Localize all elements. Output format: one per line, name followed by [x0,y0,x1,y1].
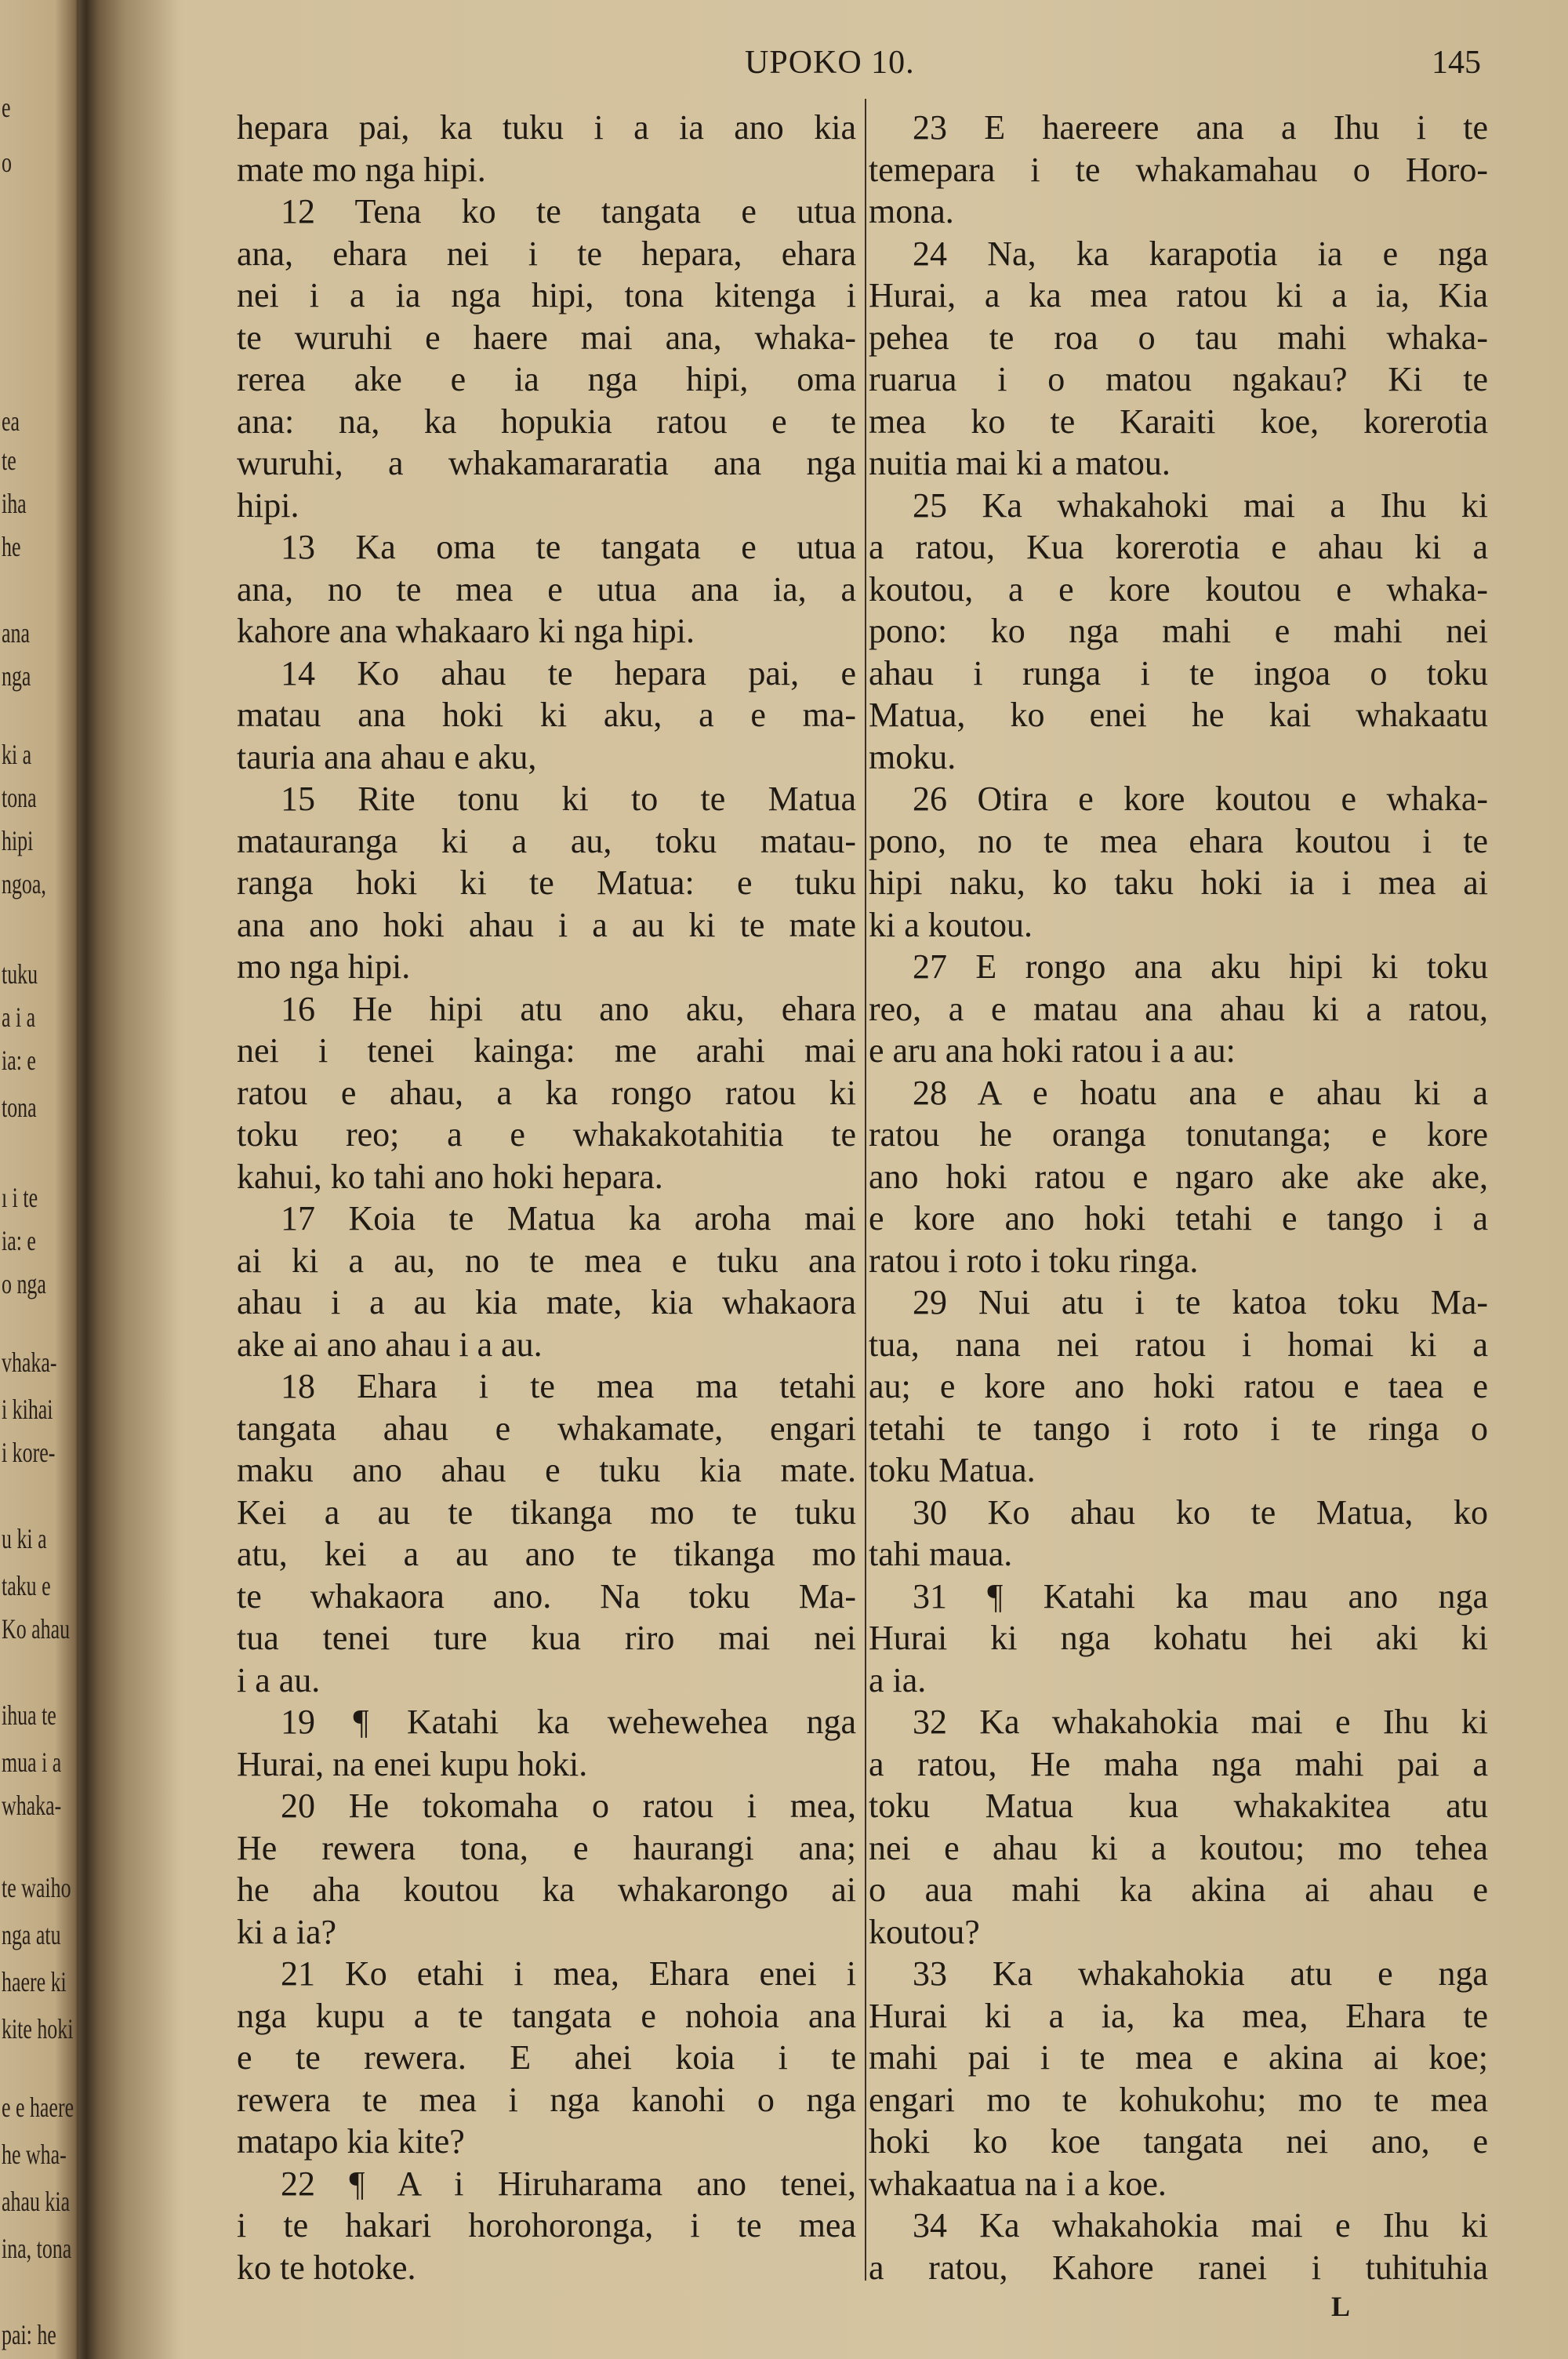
text-line: rewera te mea i nga kanohi o nga [237,2080,856,2119]
text-line: ki a ia? [237,1912,337,1951]
adjacent-page-fragment: u ki a [2,1523,47,1554]
adjacent-page-fragment: ia: e [2,1045,36,1076]
text-line: mahi pai i te mea e akina ai koe; [869,2038,1488,2077]
text-line: a ratou, Kahore ranei i tuhituhia [869,2248,1488,2287]
text-line: a ratou, He maha nga mahi pai a [869,1744,1488,1783]
text-line: Hurai ki nga kohatu hei aki ki [869,1619,1488,1657]
text-line: ki a koutou. [869,905,1033,944]
text-line: Kei a au te tikanga mo te tuku [237,1492,856,1532]
right-column [869,107,1488,2288]
text-line: nga kupu a te tangata e nohoia ana [237,1996,856,2035]
adjacent-page-fragment: ngoa, [2,868,46,900]
text-line: wuruhi, a whakamararatia ana nga [237,444,856,482]
text-line: koutou? [869,1912,980,1951]
text-line: 13 Ka oma te tangata e utua [281,528,856,566]
text-line: o aua mahi ka akina ai ahau e [869,1870,1488,1909]
text-line: 23 E haereere ana a Ihu i te [913,108,1488,147]
adjacent-page-fragment: i kore- [2,1437,56,1468]
text-line: ratou he oranga tonutanga; e kore [869,1115,1488,1154]
adjacent-page-fragment: te waiho [2,1872,71,1903]
text-line: 24 Na, ka karapotia ia e nga [913,234,1488,273]
text-line: ana, ehara nei i te hepara, ehara [237,234,856,273]
adjacent-page-fragment: a i a [2,1001,36,1033]
text-line: e aru ana hoki ratou i a au: [869,1031,1236,1070]
adjacent-page-fragment: o nga [2,1268,46,1299]
column-divider [865,99,866,2281]
text-line: e te rewera. E ahei koia i te [237,2038,856,2077]
text-line: ratou i roto i toku ringa. [869,1241,1199,1280]
text-line: engari mo te kohukohu; mo te mea [869,2080,1488,2119]
text-line: rerea ake e ia nga hipi, oma [237,360,856,398]
adjacent-page-fragment: tona [2,1092,37,1123]
text-line: hoki ko koe tangata nei ano, e [869,2122,1488,2161]
text-line: ana: na, ka hopukia ratou e te [237,402,856,441]
adjacent-page-fragment: vhaka- [2,1347,57,1378]
text-line: 16 He hipi atu ano aku, ehara [281,989,856,1028]
text-line: 32 Ka whakahokia mai e Ihu ki [913,1703,1488,1741]
text-line: Hurai, a ka mea ratou ki a ia, Kia [869,276,1488,314]
text-line: 18 Ehara i te mea ma tetahi [281,1367,856,1405]
text-line: 34 Ka whakahokia mai e Ihu ki [913,2206,1488,2245]
adjacent-page-fragment: mua i a [2,1747,62,1778]
text-line: matapo kia kite? [237,2122,465,2161]
text-line: a ratou, Kua korerotia e ahau ki a [869,528,1488,566]
adjacent-page-fragment: e e haere [2,2092,74,2123]
adjacent-page-fragment: te [2,445,16,476]
adjacent-page-fragment: tona [2,782,37,813]
text-line: ano hoki ratou e ngaro ake ake ake, [869,1157,1488,1196]
text-line: 28 A e hoatu ana e ahau ki a [913,1073,1488,1112]
text-line: pehea te roa o tau mahi whaka- [869,318,1488,357]
text-line: nei i a ia nga hipi, tona kitenga i [237,276,856,314]
text-line: mea ko te Karaiti koe, korerotia [869,402,1488,441]
text-line: nei e ahau ki a koutou; mo tehea [869,1828,1488,1867]
text-line: he aha koutou ka whakarongo ai [237,1870,856,1909]
adjacent-page-fragment: iha [2,488,27,519]
text-line: koutou, a e kore koutou e whaka- [869,569,1488,609]
text-line: whakaatua na i a koe. [869,2164,1167,2203]
adjacent-page-fragment: nga atu [2,1919,61,1950]
text-line: toku Matua kua whakakitea atu [869,1787,1488,1825]
text-line: He rewera tona, e haurangi ana; [237,1828,856,1867]
text-line: 20 He tokomaha o ratou i mea, [281,1787,856,1825]
text-line: 22 ¶ A i Hiruharama ano tenei, [281,2164,856,2203]
text-line: 30 Ko ahau ko te Matua, ko [913,1492,1488,1532]
text-line: 33 Ka whakahokia atu e nga [913,1954,1488,1993]
text-line: ko te hotoke. [237,2248,416,2287]
book-spine-shadow [78,0,180,2359]
text-line: temepara i te whakamahau o Horo- [869,150,1488,189]
adjacent-page-fragment: ia: e [2,1225,36,1256]
text-line: mona. [869,192,954,231]
text-line: Matua, ko enei he kai whakaatu [869,696,1488,734]
text-line: pono, no te mea ehara koutou i te [869,821,1488,860]
signature-mark: L [1331,2291,1351,2322]
text-line: 31 ¶ Katahi ka mau ano nga [913,1576,1488,1616]
text-line: tauria ana ahau e aku, [237,737,537,776]
adjacent-page-fragment: he wha- [2,2139,67,2170]
text-line: hepara pai, ka tuku i a ia ano kia [237,108,856,147]
adjacent-page-fragment: ihua te [2,1699,56,1731]
text-line: matauranga ki a au, toku matau- [237,821,856,860]
adjacent-page-fragment: ana [2,617,30,649]
text-line: 12 Tena ko te tangata e utua [281,192,856,231]
adjacent-page-fragment: ina, tona [2,2233,72,2264]
adjacent-page-edge [0,0,78,2359]
adjacent-page-fragment: he [2,531,21,562]
text-line: a ia. [869,1660,927,1699]
text-line: ruarua i o matou ngakau? Ki te [869,360,1488,398]
text-line: atu, kei a au ano te tikanga mo [237,1535,856,1573]
text-line: 26 Otira e kore koutou e whaka- [913,780,1488,818]
adjacent-page-fragment: whaka- [2,1790,62,1821]
adjacent-page-fragment: ı i te [2,1182,38,1213]
text-line: hipi naku, ko taku hoki ia i mea ai [869,863,1488,902]
text-line: tua tenei ture kua riro mai nei [237,1619,856,1657]
text-line: ranga hoki ki te Matua: e tuku [237,863,856,902]
text-line: ahau i a au kia mate, kia whakaora [237,1283,856,1321]
text-line: mate mo nga hipi. [237,150,486,189]
adjacent-page-fragment: e [2,92,11,123]
adjacent-page-fragment: ahau kia [2,2186,71,2217]
adjacent-page-fragment: ea [2,405,20,437]
text-line: 14 Ko ahau te hepara pai, e [281,653,856,692]
adjacent-page-fragment: ki a [2,739,32,770]
text-line: kahui, ko tahi ano hoki hepara. [237,1157,663,1196]
text-line: hipi. [237,485,299,525]
text-line: toku reo; a e whakakotahitia te [237,1115,856,1154]
text-line: ahau i runga i te ingoa o toku [869,653,1488,692]
text-line: ake ai ano ahau i a au. [237,1325,543,1364]
text-line: tangata ahau e whakamate, engari [237,1408,856,1448]
adjacent-page-fragment: kite hoki [2,2013,74,2045]
adjacent-page-fragment: taku e [2,1570,51,1601]
text-line: i te hakari horohoronga, i te mea [237,2206,856,2245]
text-line: tetahi te tango i roto i te ringa o [869,1408,1488,1448]
text-line: Hurai, na enei kupu hoki. [237,1744,588,1783]
text-line: 29 Nui atu i te katoa toku Ma- [913,1283,1488,1321]
left-column [237,107,856,2288]
text-line: nei i tenei kainga: me arahi mai [237,1031,856,1070]
text-line: nuitia mai ki a matou. [869,444,1171,482]
text-line: 15 Rite tonu ki to te Matua [281,780,856,818]
text-line: ratou e ahau, a ka rongo ratou ki [237,1073,856,1112]
adjacent-page-fragment: pai: he [2,2319,56,2350]
text-line: i a au. [237,1660,321,1699]
text-line: te wuruhi e haere mai ana, whaka- [237,318,856,357]
text-line: tua, nana nei ratou i homai ki a [869,1325,1488,1364]
text-line: ai ki a au, no te mea e tuku ana [237,1241,856,1280]
text-line: moku. [869,737,956,776]
text-line: pono: ko nga mahi e mahi nei [869,612,1488,650]
adjacent-page-fragment: tuku [2,958,38,990]
text-line: te whakaora ano. Na toku Ma- [237,1576,856,1616]
text-line: 21 Ko etahi i mea, Ehara enei i [281,1954,856,1993]
text-line: tahi maua. [869,1535,1013,1573]
text-line: kahore ana whakaaro ki nga hipi. [237,612,695,650]
text-line: 17 Koia te Matua ka aroha mai [281,1199,856,1238]
text-line: e kore ano hoki tetahi e tango i a [869,1199,1488,1238]
text-line: maku ano ahau e tuku kia mate. [237,1451,856,1489]
text-line: 25 Ka whakahoki mai a Ihu ki [913,485,1488,525]
text-line: ana, no te mea e utua ana ia, a [237,569,856,609]
adjacent-page-fragment: o [2,147,12,178]
text-line: au; e kore ano hoki ratou e taea e [869,1367,1488,1405]
page-number: 145 [1432,45,1481,81]
page-header [0,44,1568,91]
adjacent-page-fragment: haere ki [2,1966,67,1997]
adjacent-page-fragment: hipi [2,825,34,856]
text-line: toku Matua. [869,1451,1036,1489]
text-line: reo, a e matau ana ahau ki a ratou, [869,989,1488,1028]
text-line: ana ano hoki ahau i a au ki te mate [237,905,856,944]
text-line: Hurai ki a ia, ka mea, Ehara te [869,1996,1488,2035]
text-line: matau ana hoki ki aku, a e ma- [237,696,856,734]
adjacent-page-fragment: i kihai [2,1394,53,1425]
running-head: UPOKO 10. [745,45,915,81]
text-line: 19 ¶ Katahi ka wehewehea nga [281,1703,856,1741]
text-line: mo nga hipi. [237,947,411,986]
adjacent-page-fragment: nga [2,660,31,692]
text-line: 27 E rongo ana aku hipi ki toku [913,947,1488,986]
adjacent-page-fragment: Ko ahau [2,1613,71,1645]
